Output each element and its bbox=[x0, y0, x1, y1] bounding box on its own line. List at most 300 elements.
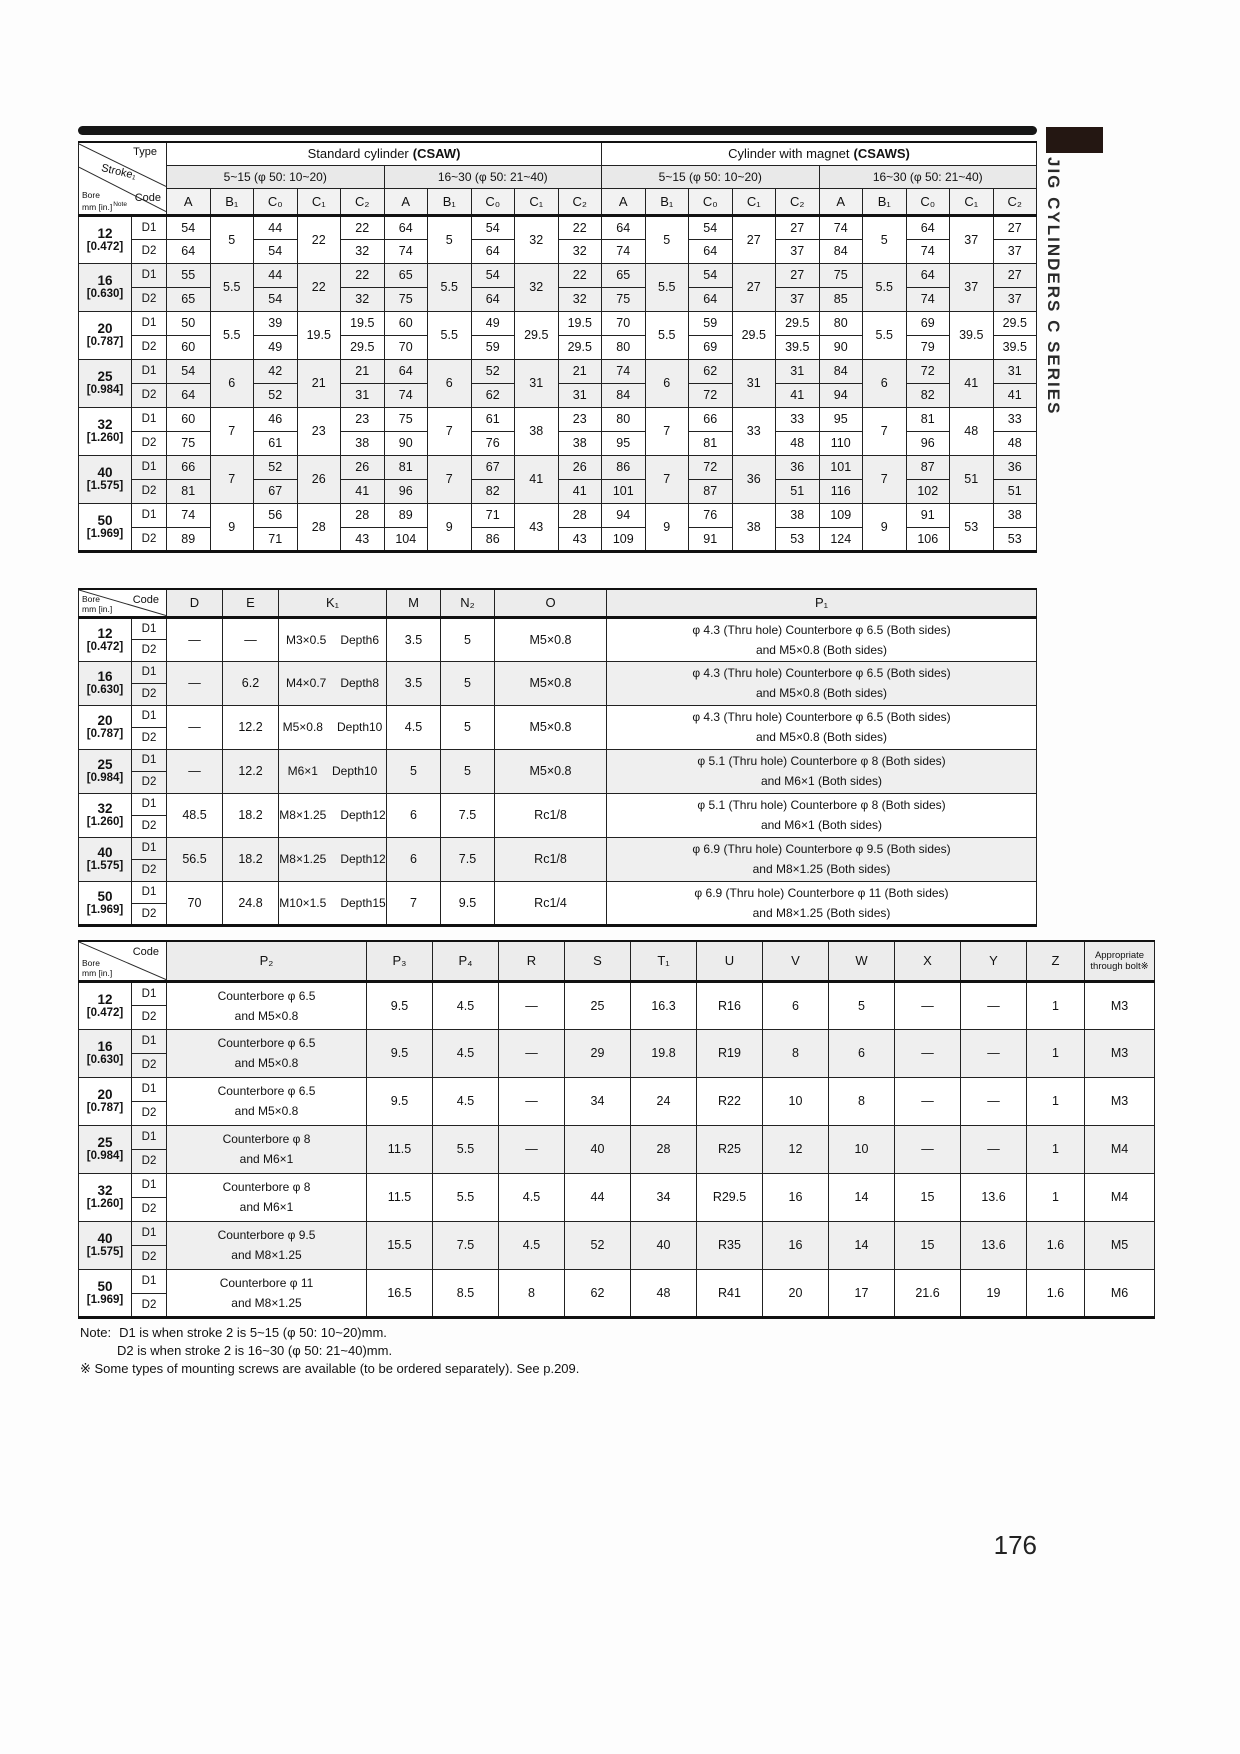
bore-label: 16 [0.630] bbox=[79, 263, 132, 311]
dim-value: 27 bbox=[776, 263, 820, 287]
dim-value: 102 bbox=[906, 479, 950, 503]
dim-value: 64 bbox=[471, 239, 515, 263]
code-label: D2 bbox=[132, 287, 167, 311]
code-label: D2 bbox=[132, 1197, 167, 1221]
dim-value: 64 bbox=[906, 263, 950, 287]
dim-value: — bbox=[167, 661, 223, 705]
dim-value: 66 bbox=[689, 407, 733, 431]
dim-value: 52 bbox=[565, 1221, 631, 1269]
code-label: D2 bbox=[132, 527, 167, 551]
dim-value: — bbox=[167, 705, 223, 749]
dim-value: 72 bbox=[906, 359, 950, 383]
corner-code-label: Code bbox=[134, 192, 161, 204]
dim-value: 38 bbox=[515, 407, 559, 455]
dim-value: 82 bbox=[906, 383, 950, 407]
dim-value: 54 bbox=[689, 263, 733, 287]
bore-label: 50 [1.969] bbox=[79, 503, 132, 551]
code-label: D1 bbox=[132, 455, 167, 479]
dim-value: 96 bbox=[906, 431, 950, 455]
dim-value: 55 bbox=[167, 263, 211, 287]
note-line-2: D2 is when stroke 2 is 16~30 (φ 50: 21~40)mm. bbox=[117, 1343, 393, 1358]
table-row bbox=[79, 661, 1037, 683]
code-label: D2 bbox=[132, 859, 167, 881]
dim-value: 109 bbox=[819, 503, 863, 527]
dim-value: 74 bbox=[384, 239, 428, 263]
dim-value: 21 bbox=[341, 359, 385, 383]
dim-value: 9.5 bbox=[441, 881, 495, 925]
column-header: C₂ bbox=[558, 188, 602, 215]
dim-value: 64 bbox=[384, 359, 428, 383]
dim-text: φ 6.9 (Thru hole) Counterbore φ 11 (Both sides) and M8×1.25 (Both sides) bbox=[607, 881, 1037, 925]
dim-value: 23 bbox=[341, 407, 385, 431]
column-header: C₁ bbox=[297, 188, 341, 215]
bore-label: 32 [1.260] bbox=[79, 407, 132, 455]
code-label: D2 bbox=[132, 727, 167, 749]
dim-value: 4.5 bbox=[499, 1173, 565, 1221]
dim-value: 40 bbox=[565, 1125, 631, 1173]
table1-body bbox=[79, 215, 1037, 551]
dim-value: 5 bbox=[863, 215, 907, 263]
dim-text: Counterbore φ 6.5 and M5×0.8 bbox=[167, 981, 367, 1029]
dim-value: 7.5 bbox=[441, 793, 495, 837]
dim-value: 11.5 bbox=[367, 1125, 433, 1173]
dim-value: 59 bbox=[471, 335, 515, 359]
dim-value: 7 bbox=[428, 407, 472, 455]
dim-value: 37 bbox=[950, 263, 994, 311]
dim-value: 32 bbox=[515, 215, 559, 263]
dim-value: M6 bbox=[1085, 1269, 1155, 1317]
dim-value: 33 bbox=[732, 407, 776, 455]
dim-value: 19 bbox=[961, 1269, 1027, 1317]
dim-value: 6 bbox=[387, 837, 441, 881]
column-header: K₁ bbox=[279, 589, 387, 617]
table-row bbox=[79, 359, 1037, 383]
dim-value: — bbox=[499, 1029, 565, 1077]
dim-value: 26 bbox=[341, 455, 385, 479]
dim-value: 61 bbox=[471, 407, 515, 431]
dim-value: 27 bbox=[732, 263, 776, 311]
dim-value: 81 bbox=[384, 455, 428, 479]
dim-value: 5.5 bbox=[433, 1125, 499, 1173]
dim-value: 10 bbox=[829, 1125, 895, 1173]
code-label: D1 bbox=[132, 881, 167, 903]
dim-value: 71 bbox=[254, 527, 298, 551]
bore-label: 40 [1.575] bbox=[79, 1221, 132, 1269]
dim-value: 4.5 bbox=[433, 1077, 499, 1125]
dim-value: 34 bbox=[565, 1077, 631, 1125]
dim-value: 54 bbox=[167, 359, 211, 383]
code-label: D1 bbox=[132, 1269, 167, 1293]
bore-label: 16 [0.630] bbox=[79, 661, 132, 705]
column-header: C₁ bbox=[950, 188, 994, 215]
code-label: D2 bbox=[132, 1053, 167, 1077]
dim-value: 38 bbox=[558, 431, 602, 455]
dim-value: 95 bbox=[819, 407, 863, 431]
code-label: D2 bbox=[132, 815, 167, 837]
dim-value: — bbox=[499, 1125, 565, 1173]
dim-text: φ 4.3 (Thru hole) Counterbore φ 6.5 (Both sides) and M5×0.8 (Both sides) bbox=[607, 705, 1037, 749]
dim-value: 5.5 bbox=[645, 263, 689, 311]
table-row bbox=[79, 1029, 1155, 1053]
dim-value: 12.2 bbox=[223, 705, 279, 749]
dim-value: 52 bbox=[471, 359, 515, 383]
dim-value: 18.2 bbox=[223, 837, 279, 881]
dim-value: 101 bbox=[602, 479, 646, 503]
corner-code-label: Code bbox=[132, 594, 159, 606]
dim-value: 71 bbox=[471, 503, 515, 527]
dim-value: 1.6 bbox=[1027, 1269, 1085, 1317]
dim-value: 54 bbox=[471, 263, 515, 287]
dim-value: 54 bbox=[254, 287, 298, 311]
dim-value: 64 bbox=[602, 215, 646, 239]
dim-value: 7 bbox=[428, 455, 472, 503]
dim-value: 15.5 bbox=[367, 1221, 433, 1269]
dim-value: 32 bbox=[515, 263, 559, 311]
table-row bbox=[79, 749, 1037, 771]
dim-value: 80 bbox=[602, 335, 646, 359]
stroke-range-header: 16~30 (φ 50: 21~40) bbox=[384, 165, 602, 188]
dim-value: 81 bbox=[906, 407, 950, 431]
bore-label: 25 [0.984] bbox=[79, 1125, 132, 1173]
dim-value: 37 bbox=[993, 239, 1037, 263]
bore-label: 25 [0.984] bbox=[79, 359, 132, 407]
table-row bbox=[79, 1173, 1155, 1197]
code-label: D1 bbox=[132, 1125, 167, 1149]
table-row bbox=[79, 455, 1037, 479]
dim-value: 7 bbox=[863, 455, 907, 503]
dim-value: 43 bbox=[558, 527, 602, 551]
dim-value: R29.5 bbox=[697, 1173, 763, 1221]
column-header: C₁ bbox=[515, 188, 559, 215]
dim-value: 16.3 bbox=[631, 981, 697, 1029]
table-row bbox=[79, 1077, 1155, 1101]
dim-value: 64 bbox=[689, 287, 733, 311]
dim-value: — bbox=[961, 981, 1027, 1029]
dim-value: 15 bbox=[895, 1221, 961, 1269]
dim-value: 75 bbox=[384, 407, 428, 431]
code-label: D1 bbox=[132, 359, 167, 383]
dim-value: 109 bbox=[602, 527, 646, 551]
dim-value: M3 bbox=[1085, 1077, 1155, 1125]
dim-value: 110 bbox=[819, 431, 863, 455]
dim-text: φ 6.9 (Thru hole) Counterbore φ 9.5 (Both sides) and M8×1.25 (Both sides) bbox=[607, 837, 1037, 881]
dim-value: 87 bbox=[689, 479, 733, 503]
dim-value: 106 bbox=[906, 527, 950, 551]
thumb-index-tab bbox=[1046, 127, 1103, 153]
dim-value: 27 bbox=[732, 215, 776, 263]
dim-value: Rc1/8 bbox=[495, 837, 607, 881]
dim-value: 50 bbox=[167, 311, 211, 335]
dim-value: 6 bbox=[863, 359, 907, 407]
dim-text: Counterbore φ 8 and M6×1 bbox=[167, 1173, 367, 1221]
dim-value: 4.5 bbox=[433, 1029, 499, 1077]
dim-value: 87 bbox=[906, 455, 950, 479]
dim-value: 36 bbox=[732, 455, 776, 503]
dim-value: M4 bbox=[1085, 1125, 1155, 1173]
dim-value: 14 bbox=[829, 1173, 895, 1221]
dim-value: 7 bbox=[387, 881, 441, 925]
bore-label: 25 [0.984] bbox=[79, 749, 132, 793]
dim-value: 16 bbox=[763, 1221, 829, 1269]
dim-value: 65 bbox=[167, 287, 211, 311]
dim-value: 41 bbox=[515, 455, 559, 503]
dim-value: 69 bbox=[906, 311, 950, 335]
bore-label: 40 [1.575] bbox=[79, 837, 132, 881]
dim-value: 9 bbox=[210, 503, 254, 551]
column-header: N₂ bbox=[441, 589, 495, 617]
dim-value: 5 bbox=[645, 215, 689, 263]
dim-value: Rc1/4 bbox=[495, 881, 607, 925]
column-header: C₀ bbox=[906, 188, 950, 215]
dim-value: 74 bbox=[602, 239, 646, 263]
dim-value: 5 bbox=[829, 981, 895, 1029]
table2-body bbox=[79, 617, 1037, 925]
dim-value: 1 bbox=[1027, 1029, 1085, 1077]
dim-value: 82 bbox=[471, 479, 515, 503]
code-label: D1 bbox=[132, 407, 167, 431]
dim-value: — bbox=[499, 981, 565, 1029]
dim-value: — bbox=[167, 749, 223, 793]
dim-value: 7 bbox=[210, 455, 254, 503]
dim-value: 64 bbox=[167, 383, 211, 407]
code-label: D1 bbox=[132, 981, 167, 1005]
dim-value: 10 bbox=[763, 1077, 829, 1125]
dim-value: 31 bbox=[558, 383, 602, 407]
dim-value: — bbox=[223, 617, 279, 661]
code-label: D1 bbox=[132, 617, 167, 639]
dim-text: φ 5.1 (Thru hole) Counterbore φ 8 (Both sides) and M6×1 (Both sides) bbox=[607, 749, 1037, 793]
code-label: D2 bbox=[132, 903, 167, 925]
column-header: A bbox=[602, 188, 646, 215]
dim-value: 27 bbox=[993, 215, 1037, 239]
dim-value: 60 bbox=[167, 335, 211, 359]
dim-value: 5.5 bbox=[645, 311, 689, 359]
dim-value: 48.5 bbox=[167, 793, 223, 837]
dim-value: 6 bbox=[210, 359, 254, 407]
code-label: D2 bbox=[132, 771, 167, 793]
column-header: C₂ bbox=[993, 188, 1037, 215]
dim-value: 6 bbox=[645, 359, 689, 407]
dim-value: 38 bbox=[341, 431, 385, 455]
dim-value: 26 bbox=[558, 455, 602, 479]
dim-value: 52 bbox=[254, 383, 298, 407]
dim-text: Counterbore φ 9.5 and M8×1.25 bbox=[167, 1221, 367, 1269]
dim-value: 76 bbox=[689, 503, 733, 527]
code-label: D1 bbox=[132, 311, 167, 335]
stroke-range-header: 5~15 (φ 50: 10~20) bbox=[602, 165, 820, 188]
dim-value: 22 bbox=[341, 215, 385, 239]
dim-value: 66 bbox=[167, 455, 211, 479]
dim-value: 13.6 bbox=[961, 1221, 1027, 1269]
code-label: D1 bbox=[132, 661, 167, 683]
dim-value: 75 bbox=[167, 431, 211, 455]
dim-value: 11.5 bbox=[367, 1173, 433, 1221]
dim-value: M5×0.8 Depth10 bbox=[279, 705, 387, 749]
dim-value: 65 bbox=[602, 263, 646, 287]
dim-text: Counterbore φ 6.5 and M5×0.8 bbox=[167, 1029, 367, 1077]
dim-value: 8 bbox=[829, 1077, 895, 1125]
dim-text: Counterbore φ 6.5 and M5×0.8 bbox=[167, 1077, 367, 1125]
dim-value: 5 bbox=[210, 215, 254, 263]
bore-label: 20 [0.787] bbox=[79, 705, 132, 749]
code-label: D1 bbox=[132, 503, 167, 527]
dim-value: 4.5 bbox=[387, 705, 441, 749]
dim-value: 86 bbox=[471, 527, 515, 551]
dim-value: — bbox=[499, 1077, 565, 1125]
column-header: E bbox=[223, 589, 279, 617]
dim-value: 5 bbox=[387, 749, 441, 793]
dim-value: 22 bbox=[558, 263, 602, 287]
dim-value: 31 bbox=[776, 359, 820, 383]
dim-value: 28 bbox=[631, 1125, 697, 1173]
dim-value: M3×0.5 Depth6 bbox=[279, 617, 387, 661]
code-label: D1 bbox=[132, 705, 167, 727]
dim-value: 64 bbox=[167, 239, 211, 263]
table2-head-row bbox=[79, 589, 1037, 617]
dim-value: M5 bbox=[1085, 1221, 1155, 1269]
dim-value: 90 bbox=[384, 431, 428, 455]
table-row bbox=[79, 793, 1037, 815]
code-label: D1 bbox=[132, 215, 167, 239]
column-header: B₁ bbox=[428, 188, 472, 215]
dim-value: 39.5 bbox=[950, 311, 994, 359]
code-label: D1 bbox=[132, 263, 167, 287]
column-header: P₄ bbox=[433, 941, 499, 981]
dim-value: 94 bbox=[819, 383, 863, 407]
code-label: D2 bbox=[132, 1101, 167, 1125]
dim-value: M5×0.8 bbox=[495, 749, 607, 793]
dim-value: 5 bbox=[441, 749, 495, 793]
dim-value: 31 bbox=[341, 383, 385, 407]
dim-value: M8×1.25 Depth12 bbox=[279, 837, 387, 881]
dim-value: 18.2 bbox=[223, 793, 279, 837]
code-label: D1 bbox=[132, 1029, 167, 1053]
dim-value: 29.5 bbox=[993, 311, 1037, 335]
dim-value: 76 bbox=[471, 431, 515, 455]
dim-value: — bbox=[961, 1029, 1027, 1077]
column-header: T₁ bbox=[631, 941, 697, 981]
notes bbox=[80, 1324, 579, 1378]
dim-value: R22 bbox=[697, 1077, 763, 1125]
dim-value: 51 bbox=[776, 479, 820, 503]
dim-value: 1 bbox=[1027, 1125, 1085, 1173]
dim-value: 33 bbox=[993, 407, 1037, 431]
dim-value: 62 bbox=[471, 383, 515, 407]
code-label: D1 bbox=[132, 1077, 167, 1101]
stroke-range-header: 5~15 (φ 50: 10~20) bbox=[167, 165, 385, 188]
corner-code-label: Code bbox=[132, 946, 159, 958]
dim-value: 37 bbox=[993, 287, 1037, 311]
bore-label: 20 [0.787] bbox=[79, 311, 132, 359]
dim-value: 84 bbox=[819, 239, 863, 263]
dim-value: 19.5 bbox=[341, 311, 385, 335]
dim-value: 64 bbox=[689, 239, 733, 263]
dim-value: 20 bbox=[763, 1269, 829, 1317]
dim-value: 9 bbox=[645, 503, 689, 551]
table3-corner bbox=[79, 941, 167, 981]
dim-value: 1 bbox=[1027, 981, 1085, 1029]
corner-bore-label: Bore mm $[in.]^{Note}$ bbox=[82, 189, 127, 212]
dim-value: 6.2 bbox=[223, 661, 279, 705]
dim-value: 39.5 bbox=[993, 335, 1037, 359]
column-header: A bbox=[167, 188, 211, 215]
code-label: D2 bbox=[132, 639, 167, 661]
code-label: D2 bbox=[132, 1245, 167, 1269]
dim-value: 29.5 bbox=[558, 335, 602, 359]
dim-value: 59 bbox=[689, 311, 733, 335]
dim-value: 19.5 bbox=[297, 311, 341, 359]
column-header-through-bolt: Appropriate through bolt※ bbox=[1085, 941, 1155, 981]
table-row bbox=[79, 503, 1037, 527]
dim-value: R25 bbox=[697, 1125, 763, 1173]
column-header: P₂ bbox=[167, 941, 367, 981]
dim-value: 48 bbox=[993, 431, 1037, 455]
dim-value: 9.5 bbox=[367, 981, 433, 1029]
dim-value: R19 bbox=[697, 1029, 763, 1077]
dim-value: 39 bbox=[254, 311, 298, 335]
dim-value: 5.5 bbox=[428, 311, 472, 359]
code-label: D2 bbox=[132, 1005, 167, 1029]
dim-value: 15 bbox=[895, 1173, 961, 1221]
dim-value: 29.5 bbox=[776, 311, 820, 335]
dim-value: 12 bbox=[763, 1125, 829, 1173]
dim-value: 49 bbox=[471, 311, 515, 335]
dim-value: 32 bbox=[558, 287, 602, 311]
dim-value: 1 bbox=[1027, 1173, 1085, 1221]
dim-value: 81 bbox=[167, 479, 211, 503]
code-label: D1 bbox=[132, 793, 167, 815]
dim-value: 31 bbox=[993, 359, 1037, 383]
dim-value: 70 bbox=[384, 335, 428, 359]
dim-value: 33 bbox=[776, 407, 820, 431]
dim-value: 84 bbox=[819, 359, 863, 383]
dimensions-table-mounting bbox=[78, 940, 1155, 1319]
dim-value: 48 bbox=[776, 431, 820, 455]
dimensions-table-ports bbox=[78, 588, 1037, 927]
bore-label: 40 [1.575] bbox=[79, 455, 132, 503]
dim-value: 56 bbox=[254, 503, 298, 527]
dim-value: 19.8 bbox=[631, 1029, 697, 1077]
dim-value: 41 bbox=[558, 479, 602, 503]
dim-value: 41 bbox=[341, 479, 385, 503]
dim-value: 6 bbox=[829, 1029, 895, 1077]
column-header: C₁ bbox=[732, 188, 776, 215]
corner-bore-label: Bore mm [in.] bbox=[82, 593, 113, 614]
dim-value: 42 bbox=[254, 359, 298, 383]
dim-value: M8×1.25 Depth12 bbox=[279, 793, 387, 837]
dim-value: 75 bbox=[819, 263, 863, 287]
dim-value: 64 bbox=[906, 215, 950, 239]
footnote: ※ Some types of mounting screws are available (to be ordered separately). See p.209. bbox=[80, 1361, 580, 1376]
dim-value: 43 bbox=[515, 503, 559, 551]
dim-value: 62 bbox=[565, 1269, 631, 1317]
dim-value: M10×1.5 Depth15 bbox=[279, 881, 387, 925]
dim-value: M5×0.8 bbox=[495, 661, 607, 705]
dim-value: 29 bbox=[565, 1029, 631, 1077]
dim-value: 17 bbox=[829, 1269, 895, 1317]
dim-value: 14 bbox=[829, 1221, 895, 1269]
dim-value: 79 bbox=[906, 335, 950, 359]
dim-value: 19.5 bbox=[558, 311, 602, 335]
dim-value: 8 bbox=[499, 1269, 565, 1317]
column-header: A bbox=[384, 188, 428, 215]
dim-value: 7 bbox=[645, 407, 689, 455]
dim-value: 6 bbox=[428, 359, 472, 407]
bore-label: 50 [1.969] bbox=[79, 1269, 132, 1317]
table1-stroke-row bbox=[79, 165, 1037, 188]
dim-text: φ 4.3 (Thru hole) Counterbore φ 6.5 (Both sides) and M5×0.8 (Both sides) bbox=[607, 661, 1037, 705]
dim-value: 22 bbox=[297, 263, 341, 311]
